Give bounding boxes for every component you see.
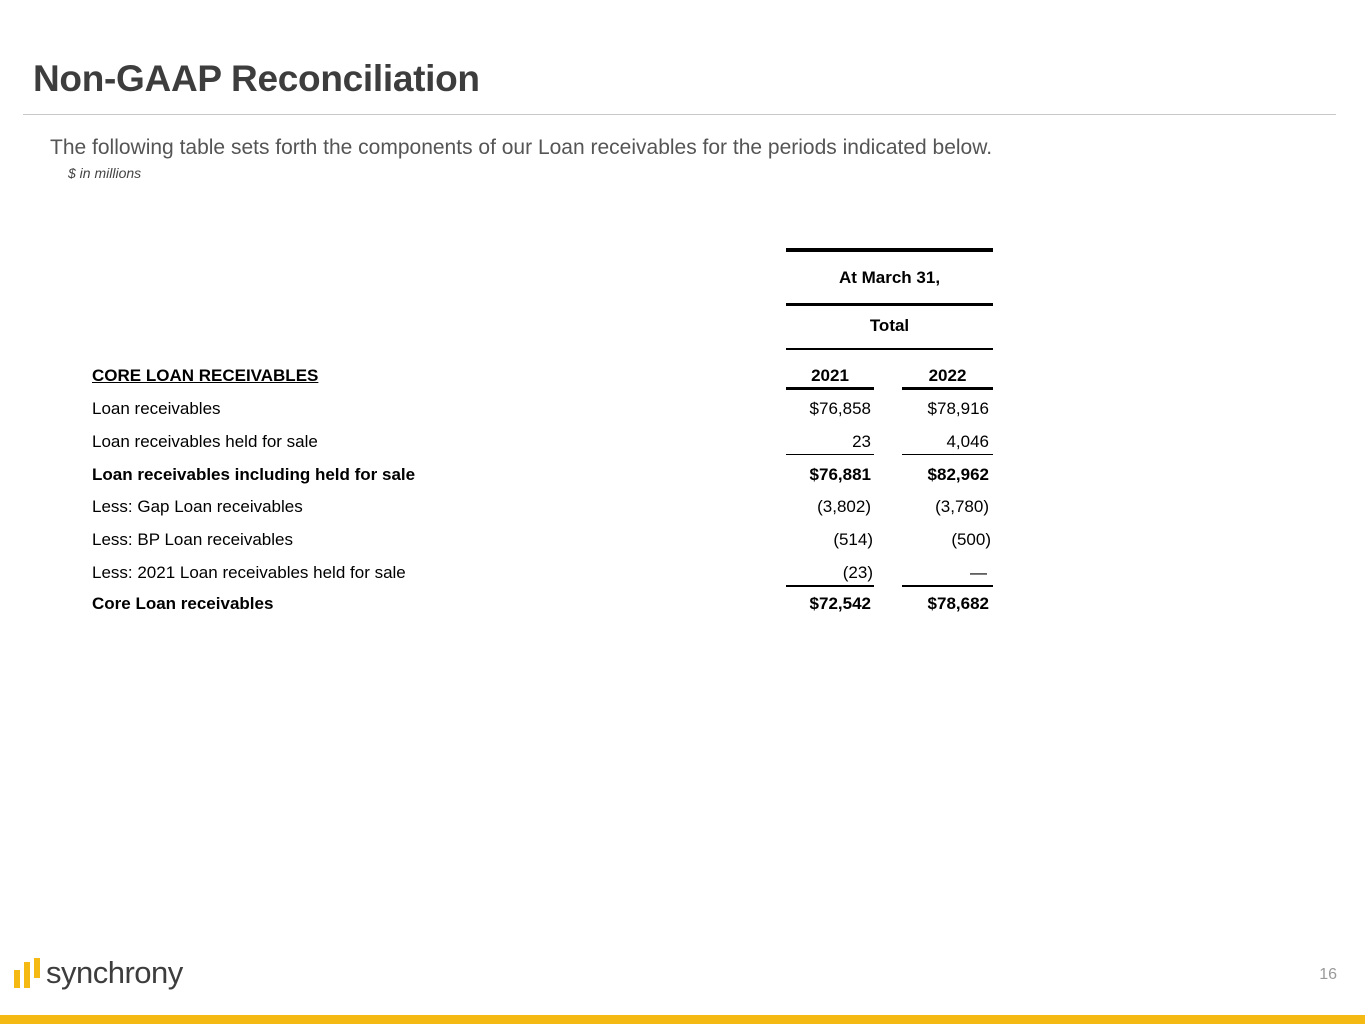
row-label: Core Loan receivables xyxy=(92,594,274,613)
header-top-rule xyxy=(786,248,993,252)
total-rule-2021 xyxy=(786,585,874,587)
row-label: Less: BP Loan receivables xyxy=(92,530,293,549)
page-number: 16 xyxy=(1319,966,1337,983)
brand-name: synchrony xyxy=(46,955,183,990)
row-value-2021: $76,858 xyxy=(809,399,871,418)
row-value-2022: $78,916 xyxy=(927,399,989,418)
logo-bar-icon xyxy=(14,970,20,988)
group-header: Total xyxy=(869,316,910,335)
page-title: Non-GAAP Reconciliation xyxy=(33,58,480,99)
row-value-2021: (514) xyxy=(833,530,873,549)
row-value-2022: (3,780) xyxy=(935,497,989,516)
row-value-2021: $76,881 xyxy=(809,465,871,484)
row-value-2022: $82,962 xyxy=(927,465,989,484)
period-header: At March 31, xyxy=(838,268,941,287)
units-note: $ in millions xyxy=(68,165,142,181)
section-label: CORE LOAN RECEIVABLES xyxy=(92,366,319,385)
row-value-2021: 23 xyxy=(852,432,871,451)
total-rule-2022 xyxy=(902,585,993,587)
year-header-2021: 2021 xyxy=(811,366,849,385)
year-rule-2021 xyxy=(786,387,874,390)
row-value-2021: (23) xyxy=(842,563,873,582)
row-label: Loan receivables xyxy=(92,399,221,418)
row-label: Loan receivables including held for sale xyxy=(92,465,416,484)
period-header-rule xyxy=(786,303,993,306)
subtotal-rule-2021 xyxy=(786,454,874,455)
title-divider xyxy=(23,114,1336,115)
subtotal-rule-2022 xyxy=(902,454,993,455)
row-value-2022: 4,046 xyxy=(946,432,989,451)
row-label: Less: 2021 Loan receivables held for sale xyxy=(92,563,406,582)
row-value-2021: (3,802) xyxy=(817,497,871,516)
row-value-2021: $72,542 xyxy=(809,594,871,613)
footer-band xyxy=(0,1015,1365,1024)
group-header-rule xyxy=(786,348,993,350)
row-value-2022: (500) xyxy=(951,530,991,549)
row-value-2022: $78,682 xyxy=(927,594,989,613)
intro-text: The following table sets forth the components of our Loan receivables for the periods indicated below. xyxy=(50,136,993,159)
synchrony-logo xyxy=(14,955,183,990)
year-header-2022: 2022 xyxy=(928,366,967,385)
row-value-2022: — xyxy=(970,563,987,582)
row-label: Loan receivables held for sale xyxy=(92,432,318,451)
logo-bar-icon xyxy=(34,958,40,978)
logo-bar-icon xyxy=(24,962,30,988)
year-rule-2022 xyxy=(902,387,993,390)
row-label: Less: Gap Loan receivables xyxy=(92,497,303,516)
